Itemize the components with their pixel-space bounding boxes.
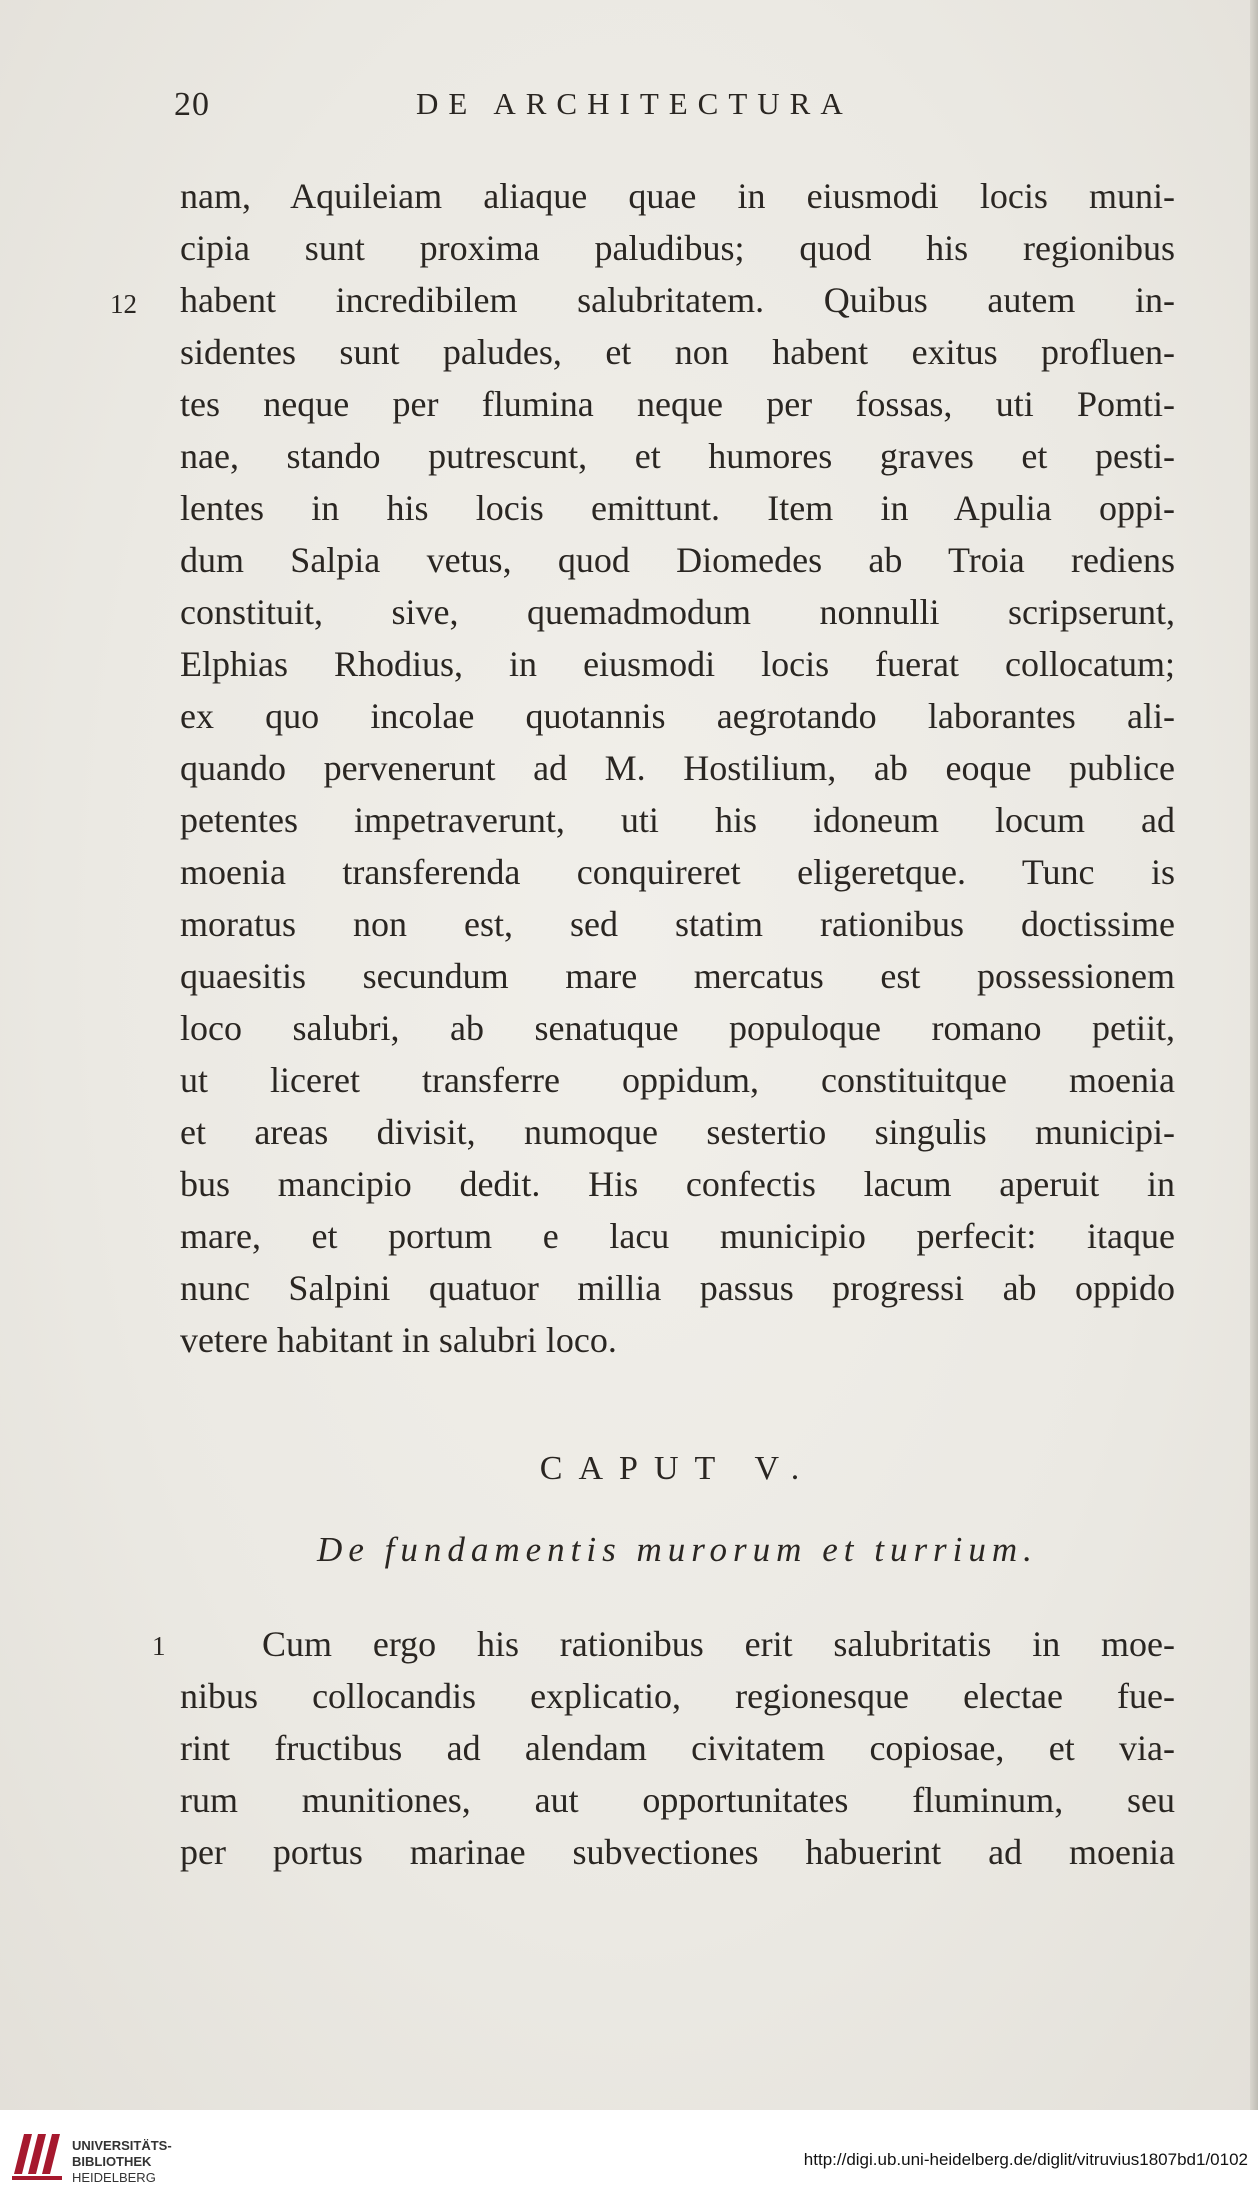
text-line: et areas divisit, numoque sestertio singulis municipi- — [180, 1112, 1175, 1152]
permalink-url[interactable]: http://digi.ub.uni-heidelberg.de/diglit/vitruvius1807bd1/0102 — [803, 2150, 1248, 2169]
text-line: Elphias Rhodius, in eiusmodi locis fuerat collocatum; — [180, 644, 1175, 684]
text-line: moenia transferenda conquireret eligeretque. Tunc is — [180, 852, 1175, 892]
text-line: moratus non est, sed statim rationibus doctissime — [180, 904, 1175, 944]
text-line: sidentes sunt paludes, et non habent exitus profluen- — [180, 332, 1175, 372]
marginal-number: 1 — [152, 1631, 166, 1661]
text-line: petentes impetraverunt, uti his idoneum locum ad — [180, 800, 1175, 840]
body-paragraph-2 — [152, 1618, 1175, 1878]
library-name-line: HEIDELBERG — [72, 2170, 156, 2185]
text-line: quaesitis secundum mare mercatus est possessionem — [180, 956, 1175, 996]
text-line: habent incredibilem salubritatem. Quibus autem in- — [180, 280, 1175, 320]
text-line: per portus marinae subvectiones habuerint ad moenia — [180, 1832, 1175, 1872]
text-line: nam, Aquileiam aliaque quae in eiusmodi locis muni- — [180, 176, 1175, 216]
page-number: 20 — [174, 86, 210, 123]
text-line: ex quo incolae quotannis aegrotando laborantes ali- — [180, 696, 1175, 736]
text-line: tes neque per flumina neque per fossas, uti Pomti- — [180, 384, 1175, 424]
digitization-footer — [0, 2110, 1258, 2205]
text-line: constituit, sive, quemadmodum nonnulli scripserunt, — [180, 592, 1175, 632]
text-line: loco salubri, ab senatuque populoque romano petiit, — [180, 1008, 1175, 1048]
text-line: dum Salpia vetus, quod Diomedes ab Troia rediens — [180, 540, 1175, 580]
text-line: ut liceret transferre oppidum, constituitque moenia — [180, 1060, 1175, 1100]
text-line: Cum ergo his rationibus erit salubritatis in moe- — [262, 1624, 1175, 1664]
university-library-logo-icon — [10, 2124, 64, 2184]
running-title: DE ARCHITECTURA — [416, 86, 853, 121]
text-line: lentes in his locis emittunt. Item in Apulia oppi- — [180, 488, 1175, 528]
marginal-number: 12 — [110, 289, 137, 319]
text-line: mare, et portum e lacu municipio perfecit: itaque — [180, 1216, 1175, 1256]
body-paragraph-1 — [110, 170, 1175, 1366]
library-name-line: BIBLIOTHEK — [72, 2154, 152, 2169]
running-head — [174, 86, 934, 136]
chapter-subtitle: De fundamentis murorum et turrium. — [317, 1530, 1038, 1569]
text-line: quando pervenerunt ad M. Hostilium, ab eoque publice — [180, 748, 1175, 788]
text-line: nunc Salpini quatuor millia passus progressi ab oppido — [180, 1268, 1175, 1308]
chapter-heading: CAPUT V. — [539, 1450, 816, 1487]
text-line: rum munitiones, aut opportunitates fluminum, seu — [180, 1780, 1175, 1820]
library-name — [72, 2138, 172, 2186]
text-line: cipia sunt proxima paludibus; quod his regionibus — [180, 228, 1175, 268]
text-line: rint fructibus ad alendam civitatem copiosae, et via- — [180, 1728, 1175, 1768]
text-line: nae, stando putrescunt, et humores graves et pesti- — [180, 436, 1175, 476]
text-line: bus mancipio dedit. His confectis lacum aperuit in — [180, 1164, 1175, 1204]
library-name-line: UNIVERSITÄTS- — [72, 2138, 172, 2153]
text-line: nibus collocandis explicatio, regionesque electae fue- — [180, 1676, 1175, 1716]
text-line: vetere habitant in salubri loco. — [180, 1320, 617, 1360]
